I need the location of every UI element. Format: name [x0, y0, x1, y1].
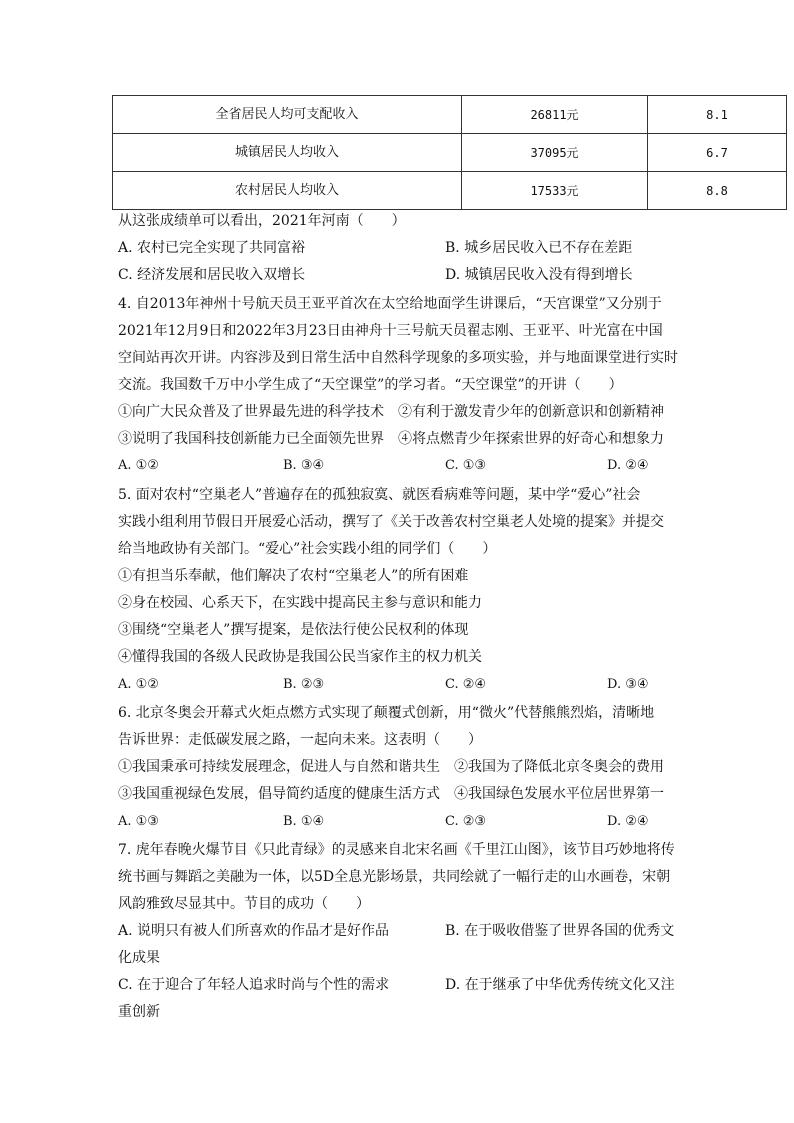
row-label: 城镇居民人均收入	[113, 134, 462, 172]
q5-statement-2: ②身在校园、心系天下，在实践中提高民主参与意识和能力	[118, 595, 482, 611]
q4-option-a: A. ①②	[118, 458, 159, 473]
q4-option-c: C. ①③	[445, 458, 487, 473]
q5-line-3: 给当地政协有关部门。“爱心”社会实践小组的同学们（ ）	[118, 541, 497, 557]
q5-statement-4: ④懂得我国的各级人民政协是我国公民当家作主的权力机关	[118, 649, 482, 665]
q7-option-b-cont: 化成果	[118, 950, 160, 966]
table-row	[113, 134, 787, 172]
q5-option-d: D. ③④	[607, 677, 649, 692]
q7-option-b: B. 在于吸收借鉴了世界各国的优秀文	[445, 923, 675, 939]
table-row	[113, 172, 787, 210]
row-growth: 8.8	[648, 172, 787, 210]
q5-line-2: 实践小组利用节假日开展爱心活动，撰写了《关于改善农村空巢老人处境的提案》并提交	[118, 514, 664, 530]
q7-option-a: A. 说明只有被人们所喜欢的作品才是好作品	[118, 923, 390, 939]
q3-option-d: D. 城镇居民收入没有得到增长	[445, 267, 633, 283]
row-growth: 6.7	[648, 134, 787, 172]
row-label: 农村居民人均收入	[113, 172, 462, 210]
q6-statements-1: ①我国秉承可持续发展理念，促进人与自然和谐共生 ②我国为了降低北京冬奥会的费用	[118, 759, 664, 775]
q3-option-a: A. 农村已完全实现了共同富裕	[118, 240, 306, 256]
row-label: 全省居民人均可支配收入	[113, 96, 462, 134]
row-amount: 37095元	[462, 134, 648, 172]
q3-option-b: B. 城乡居民收入已不存在差距	[445, 240, 633, 256]
q5-option-a: A. ①②	[118, 677, 159, 692]
q4-option-d: D. ②④	[607, 458, 649, 473]
q6-option-a: A. ①③	[118, 814, 159, 829]
q6-statements-2: ③我国重视绿色发展，倡导简约适度的健康生活方式 ④我国绿色发展水平位居世界第一	[118, 786, 664, 802]
q6-line-1: 6. 北京冬奥会开幕式火炬点燃方式实现了颠覆式创新，用“微火”代替熊熊烈焰，清晰地	[118, 705, 655, 721]
q5-statement-1: ①有担当乐奉献，他们解决了农村“空巢老人”的所有困难	[118, 568, 469, 584]
q5-option-b: B. ②③	[283, 677, 325, 692]
q5-option-c: C. ②④	[445, 677, 487, 692]
table-row	[113, 96, 787, 134]
q7-option-d-cont: 重创新	[118, 1004, 160, 1020]
row-growth: 8.1	[648, 96, 787, 134]
q6-line-2: 告诉世界：走低碳发展之路，一起向未来。这表明（ ）	[118, 732, 482, 748]
q7-line-1: 7. 虎年春晚火爆节目《只此青绿》的灵感来自北宋名画《千里江山图》，该节目巧妙地将传	[118, 842, 675, 858]
row-amount: 17533元	[462, 172, 648, 210]
q4-statements-2: ③说明了我国科技创新能力已全面领先世界 ④将点燃青少年探索世界的好奇心和想象力	[118, 431, 664, 447]
q6-option-d: D. ②④	[607, 814, 649, 829]
q4-statements-1: ①向广大民众普及了世界最先进的科学技术 ②有利于激发青少年的创新意识和创新精神	[118, 404, 664, 420]
q3-option-c: C. 经济发展和居民收入双增长	[118, 267, 306, 283]
q4-line-2: 2021年12月9日和2022年3月23日由神舟十三号航天员翟志刚、王亚平、叶光富在中国	[118, 323, 663, 339]
row-amount: 26811元	[462, 96, 648, 134]
q4-line-4: 交流。我国数千万中小学生成了“天空课堂”的学习者。“天空课堂”的开讲（ ）	[118, 377, 623, 393]
q3-stem: 从这张成绩单可以看出，2021年河南（ ）	[118, 213, 406, 229]
q5-line-1: 5. 面对农村“空巢老人”普遍存在的孤独寂寞、就医看病难等问题，某中学“爱心”社会	[118, 487, 641, 503]
q6-option-b: B. ①④	[283, 814, 325, 829]
q7-option-d: D. 在于继承了中华优秀传统文化又注	[445, 977, 675, 993]
q5-statement-3: ③围绕“空巢老人”撰写提案，是依法行使公民权利的体现	[118, 622, 469, 638]
q7-line-3: 风韵雅致尽显其中。节目的成功（ ）	[118, 896, 370, 912]
q6-option-c: C. ②③	[445, 814, 487, 829]
q4-line-1: 4. 自2013年神州十号航天员王亚平首次在太空给地面学生讲课后，“天宫课堂”又分别于	[118, 296, 662, 312]
q4-line-3: 空间站再次开讲。内容涉及到日常生活中自然科学现象的多项实验，并与地面课堂进行实时	[118, 350, 678, 366]
q4-option-b: B. ③④	[283, 458, 325, 473]
q7-option-c: C. 在于迎合了年轻人追求时尚与个性的需求	[118, 977, 390, 993]
q7-line-2: 统书画与舞蹈之美融为一体，以5D全息光影场景，共同绘就了一幅行走的山水画卷，宋朝	[118, 869, 671, 885]
income-table	[112, 95, 787, 210]
